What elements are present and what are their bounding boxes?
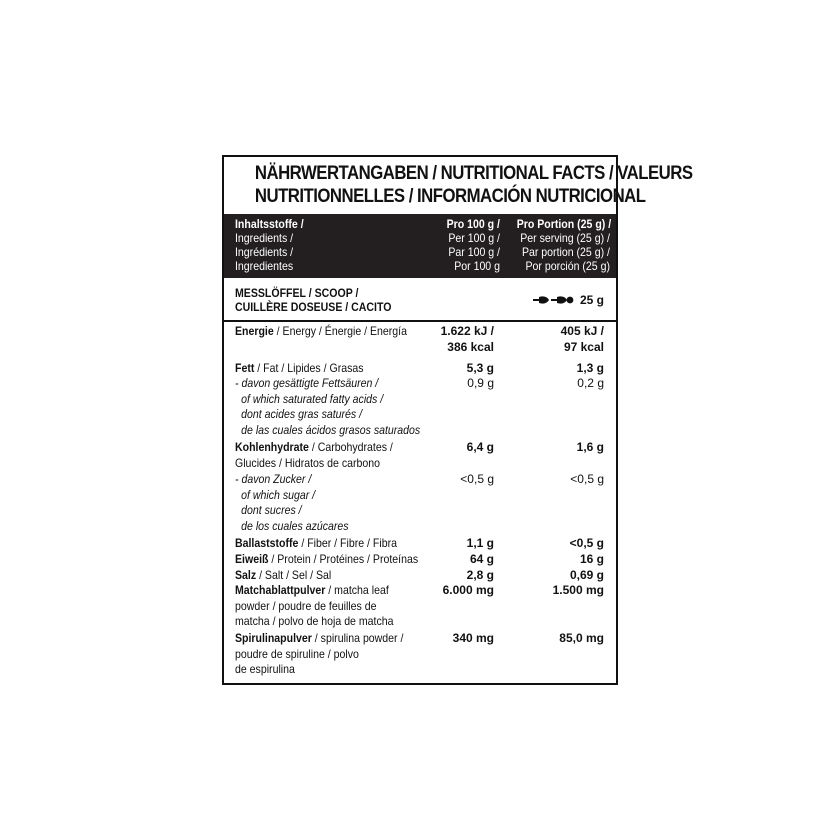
header-per100 <box>424 217 500 273</box>
header-portion-es: Por porción (25 g) <box>525 259 610 273</box>
row-sugar-per100: <0,5 g <box>460 472 494 486</box>
header-ingredients-de: Inhaltsstoffe / <box>235 217 304 231</box>
row-spirulina-bold: Spirulinapulver <box>235 631 312 645</box>
row-matcha-rest: / matcha leaf <box>325 583 389 597</box>
row-energy-bold: Energie <box>235 324 274 338</box>
row-energy-rest: / Energy / Énergie / Energía <box>273 324 407 338</box>
scoop-icon <box>531 294 575 306</box>
scoop-amount <box>531 293 604 307</box>
header-ingredients-en: Ingredients / <box>235 231 294 245</box>
row-satfat-es: de las cuales ácidos grasos saturados <box>241 422 421 437</box>
row-spirulina-rest: / spirulina powder / <box>311 631 404 645</box>
row-fat-bold: Fett <box>235 361 255 375</box>
row-sugar-fr: dont sucres / <box>241 503 302 517</box>
row-energy-portion-kj: 405 kJ / <box>560 324 604 338</box>
row-sugar-es: de los cuales azúcares <box>241 518 349 533</box>
header-ingredients-fr: Ingrédients / <box>235 245 294 259</box>
row-protein-portion: 16 g <box>579 552 604 566</box>
scoop-value: 25 g <box>579 293 604 307</box>
nutrition-facts-label <box>222 155 693 685</box>
row-fat-portion: 1,3 g <box>576 361 604 375</box>
row-sugar-en: of which sugar / <box>241 487 316 502</box>
row-fiber-per100: 1,1 g <box>466 536 494 550</box>
row-carbs-portion: 1,6 g <box>576 440 604 454</box>
row-spirulina-line3: de espirulina <box>235 662 295 676</box>
row-salt-bold: Salz <box>235 568 257 582</box>
title-line-1: NÄHRWERTANGABEN / NUTRITIONAL FACTS / VALEURS <box>254 162 693 184</box>
title-line-2: NUTRITIONNELLES / INFORMACIÓN NUTRICIONAL <box>254 185 646 207</box>
row-spirulina-per100: 340 mg <box>452 631 494 645</box>
header-ingredients <box>235 217 313 273</box>
row-salt-per100: 2,8 g <box>466 568 494 582</box>
row-satfat-portion: 0,2 g <box>577 376 604 390</box>
row-fat-rest: / Fat / Lipides / Grasas <box>254 361 364 375</box>
row-matcha-bold: Matchablattpulver <box>235 583 326 597</box>
header-portion-fr: Par portion (25 g) / <box>521 245 610 259</box>
table-header <box>224 214 616 278</box>
row-sugar-de: - davon Zucker / <box>235 472 312 486</box>
row-carbs-rest: / Carbohydrates / <box>308 440 393 454</box>
header-per100-es: Por 100 g <box>454 259 500 273</box>
row-energy-per100 <box>404 324 494 355</box>
row-energy-portion <box>504 324 604 355</box>
row-protein-rest: / Protein / Protéines / Proteínas <box>268 552 419 566</box>
header-portion-de: Pro Portion (25 g) / <box>516 217 612 231</box>
row-spirulina-portion: 85,0 mg <box>559 631 604 645</box>
row-satfat-fr: dont acides gras saturés / <box>241 407 363 421</box>
label-title <box>251 157 693 212</box>
row-matcha-line2: powder / poudre de feuilles de <box>235 598 377 613</box>
scoop-label-1: MESSLÖFFEL / SCOOP / <box>235 286 359 300</box>
row-carbs-per100: 6,4 g <box>466 440 494 454</box>
row-satfat-de: - davon gesättigte Fettsäuren / <box>235 376 379 390</box>
scoop-label-2: CUILLÈRE DOSEUSE / CACITO <box>235 300 392 314</box>
row-energy-per100-kcal: 386 kcal <box>447 339 494 354</box>
row-fiber-rest: / Fiber / Fibre / Fibra <box>298 536 397 550</box>
row-matcha-line3: matcha / polvo de hoja de matcha <box>235 614 394 628</box>
scoop-label <box>235 286 413 314</box>
row-energy-portion-kcal: 97 kcal <box>563 339 604 354</box>
header-per100-fr: Par 100 g / <box>448 245 500 259</box>
scoop-section <box>224 278 616 322</box>
row-fiber-portion: <0,5 g <box>569 536 604 550</box>
row-matcha-portion: 1.500 mg <box>552 583 604 597</box>
row-sugar-portion: <0,5 g <box>570 472 604 486</box>
row-energy-per100-kj: 1.622 kJ / <box>440 324 494 338</box>
row-fat-per100: 5,3 g <box>466 361 494 375</box>
row-salt-portion: 0,69 g <box>569 568 604 582</box>
header-per100-de: Pro 100 g / <box>446 217 500 231</box>
header-per100-en: Per 100 g / <box>448 231 500 245</box>
header-portion <box>504 217 610 273</box>
row-satfat-per100: 0,9 g <box>467 376 494 390</box>
row-protein-bold: Eiweiß <box>235 552 269 566</box>
header-ingredients-es: Ingredientes <box>235 259 294 273</box>
header-portion-en: Per serving (25 g) / <box>520 231 610 245</box>
row-carbs-line2: Glucides / Hidratos de carbono <box>235 455 380 470</box>
row-satfat-en: of which saturated fatty acids / <box>241 391 384 406</box>
row-carbs-bold: Kohlenhydrate <box>235 440 309 454</box>
row-salt-rest: / Salt / Sel / Sal <box>256 568 332 582</box>
row-protein-per100: 64 g <box>469 552 494 566</box>
row-fiber-bold: Ballaststoffe <box>235 536 299 550</box>
row-matcha-per100: 6.000 mg <box>442 583 494 597</box>
row-spirulina-line2: poudre de spiruline / polvo <box>235 646 359 661</box>
